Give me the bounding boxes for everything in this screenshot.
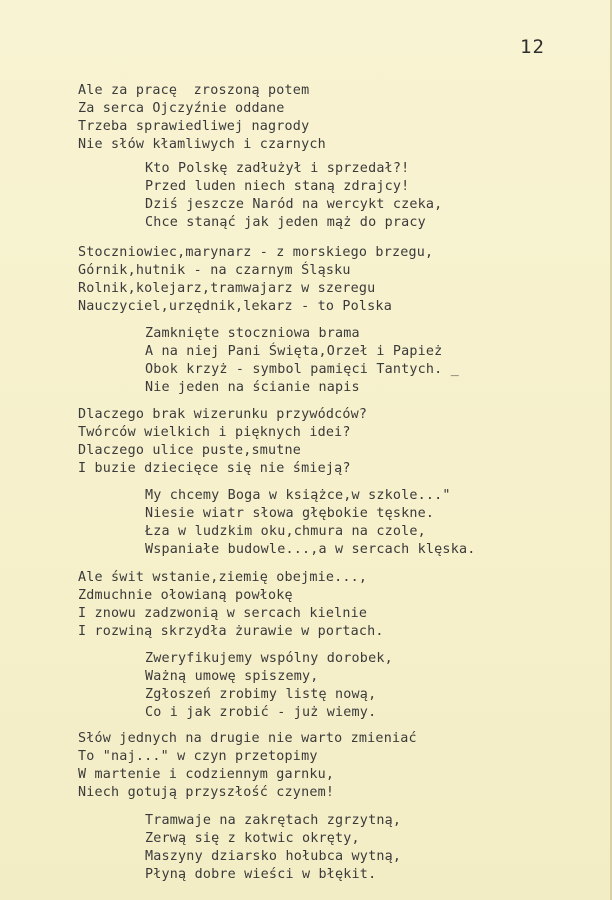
poem-line: Przed luden niech staną zdrajcy! [145,179,410,194]
stanza-3 [78,244,433,316]
poem-line: Co i jak zrobić - już wiemy. [145,705,377,720]
poem-line: Kto Polskę zadłużył i sprzedał?! [145,161,410,176]
stanza-5 [78,406,367,478]
poem-line: Zgłoszeń zrobimy listę nową, [145,687,377,702]
poem-line: Nie słów kłamliwych i czarnych [78,137,326,152]
poem-line: I rozwiną skrzydła żurawie w portach. [78,624,384,639]
poem-line: I znowu zadzwonią w sercach kielnie [78,606,368,621]
poem-line: I buzie dziecięce się nie śmieją? [78,461,351,476]
poem-line: Niesie wiatr słowa głębokie tęskne. [145,506,435,521]
poem-line: Nauczyciel,urzędnik,lekarz - to Polska [78,299,392,314]
poem-line: Nie jeden na ścianie napis [145,380,360,395]
poem-line: Dlaczego brak wizerunku przywódców? [78,407,368,422]
poem-line: Ale za pracę zroszoną potem [78,83,310,98]
poem-line: Stoczniowiec,marynarz - z morskiego brzegu, [78,245,434,260]
poem-line: Za serca Ojczyźnie oddane [78,101,285,116]
stanza-7 [78,569,384,641]
poem-line: Chce stanąć jak jeden mąż do pracy [145,215,426,230]
poem-line: Ważną umowę spiszemy, [145,669,319,684]
poem-line: To "naj..." w czyn przetopimy [78,749,318,764]
poem-line: Wspaniałe budowle...,a w sercach klęska. [145,542,476,557]
stanza-8 [145,650,393,722]
poem-line: Zweryfikujemy wspólny dorobek, [145,651,393,666]
poem-line: My chcemy Boga w książce,w szkole..." [145,488,451,503]
poem-line: Trzeba sprawiedliwej nagrody [78,119,310,134]
stanza-4 [145,325,459,397]
poem-line: W martenie i codziennym garnku, [78,767,335,782]
poem-line: Zamknięte stoczniowa brama [145,326,360,341]
poem-line: Tramwaje na zakrętach zgrzytną, [145,813,402,828]
poem-line: Rolnik,kolejarz,tramwajarz w szeregu [78,281,376,296]
poem-line: Zerwą się z kotwic okręty, [145,831,360,846]
poem-line: Dlaczego ulice puste,smutne [78,443,302,458]
page-number: 12 [520,36,545,58]
poem-line: Ale świt wstanie,ziemię obejmie..., [78,570,368,585]
poem-line: Słów jednych na drugie nie warto zmieniać [78,731,417,746]
poem-line: Niech gotują przyszłość czynem! [78,785,335,800]
poem-line: Twórców wielkich i pięknych idei? [78,425,351,440]
stanza-2 [145,160,442,232]
poem-line: Maszyny dziarsko hołubca wytną, [145,849,402,864]
stanza-10 [145,812,401,884]
poem-line: Obok krzyż - symbol pamięci Tantych. _ [145,362,459,377]
poem-line: Dziś jeszcze Naród na wercykt czeka, [145,197,443,212]
poem-line: Górnik,hutnik - na czarnym Śląsku [78,263,351,278]
poem-line: Płyną dobre wieści w błękit. [145,867,377,882]
stanza-9 [78,730,417,802]
stanza-1 [78,82,326,154]
poem-line: Łza w ludzkim oku,chmura na czole, [145,524,426,539]
poem-line: A na niej Pani Święta,Orzeł i Papież [145,344,443,359]
stanza-6 [145,487,475,559]
poem-line: Zdmuchnie ołowianą powłokę [78,588,293,603]
